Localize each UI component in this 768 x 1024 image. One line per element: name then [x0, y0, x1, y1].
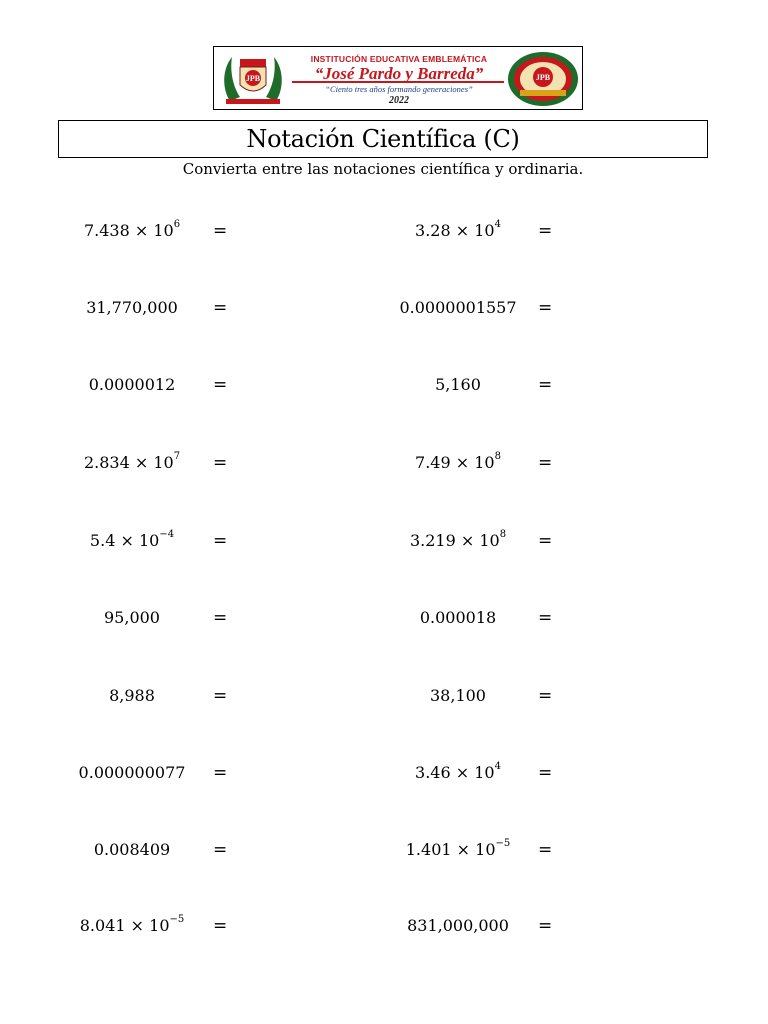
problem-right-5: [378, 526, 538, 556]
mantissa: 8.041 × 10: [79, 916, 170, 935]
problem-right-8: [378, 758, 538, 788]
worksheet-title-box: [58, 120, 708, 158]
exponent: 4: [494, 760, 501, 772]
school-crest-left-icon: [220, 51, 286, 107]
problem-right-4: [378, 448, 538, 478]
problem-right-1: [378, 216, 538, 246]
problem-left-1: [62, 216, 202, 246]
equals-sign: =: [213, 608, 228, 628]
equals-sign: =: [213, 916, 228, 936]
equals-sign: =: [213, 531, 228, 551]
problem-right-3: 5,160: [435, 375, 481, 394]
problem-left-6: 95,000: [104, 608, 160, 627]
problem-right-10: 831,000,000: [407, 916, 509, 935]
svg-text:JPB: JPB: [535, 73, 551, 82]
exponent: 6: [173, 218, 181, 230]
worksheet-instructions: Convierta entre las notaciones científica y ordinaria.: [182, 160, 584, 178]
mantissa: 2.834 × 10: [83, 453, 174, 472]
equals-sign: =: [538, 531, 553, 551]
problem-right-9: [378, 835, 538, 865]
problem-row: [0, 293, 768, 323]
equals-sign: =: [538, 453, 553, 473]
problem-left-2: 31,770,000: [86, 298, 178, 317]
equals-sign: =: [213, 375, 228, 395]
problem-row: [0, 911, 768, 941]
exponent: −5: [495, 837, 511, 849]
problem-left-9: 0.008409: [93, 840, 171, 859]
problem-left-7: 8,988: [109, 686, 155, 705]
equals-sign: =: [213, 298, 228, 318]
problem-row: [0, 526, 768, 556]
problem-row: [0, 216, 768, 246]
equals-sign: =: [538, 916, 553, 936]
equals-sign: =: [213, 453, 228, 473]
equals-sign: =: [213, 221, 228, 241]
equals-sign: =: [213, 763, 228, 783]
mantissa: 3.219 × 10: [409, 531, 500, 550]
problem-left-10: [62, 911, 202, 941]
mantissa: 5.4 × 10: [89, 531, 160, 550]
problem-row: [0, 835, 768, 865]
school-year: 2022: [389, 95, 409, 106]
mantissa: 3.46 × 10: [415, 763, 495, 782]
mantissa: 1.401 × 10: [405, 840, 496, 859]
school-banner: [213, 46, 583, 110]
exponent: 7: [173, 450, 181, 462]
equals-sign: =: [538, 375, 553, 395]
equals-sign: =: [213, 840, 228, 860]
equals-sign: =: [538, 686, 553, 706]
equals-sign: =: [538, 763, 553, 783]
mantissa: 7.49 × 10: [415, 453, 495, 472]
school-crest-right-icon: [506, 50, 580, 108]
school-motto: “Ciento tres años formando generaciones”: [325, 84, 473, 94]
mantissa: 3.28 × 10: [415, 221, 495, 240]
problem-row: [0, 448, 768, 478]
exponent: 8: [499, 528, 507, 540]
exponent: 8: [494, 450, 501, 462]
equals-sign: =: [213, 686, 228, 706]
problem-left-4: [62, 448, 202, 478]
equals-sign: =: [538, 840, 553, 860]
problem-left-5: [62, 526, 202, 556]
institution-line: INSTITUCIÓN EDUCATIVA EMBLEMÁTICA: [310, 54, 488, 64]
problem-row: [0, 681, 768, 711]
problem-row: [0, 758, 768, 788]
equals-sign: =: [538, 221, 553, 241]
worksheet-title: Notación Científica (C): [246, 125, 520, 153]
svg-text:JPB: JPB: [245, 74, 261, 83]
problem-right-2: 0.0000001557: [399, 298, 517, 317]
problem-left-8: 0.000000077: [78, 763, 186, 782]
exponent: −4: [159, 528, 175, 540]
problem-right-6: 0.000018: [419, 608, 497, 627]
equals-sign: =: [538, 608, 553, 628]
exponent: 4: [494, 218, 501, 230]
problem-row: [0, 370, 768, 400]
school-name: “José Pardo y Barreda”: [314, 64, 484, 83]
problem-right-7: 38,100: [430, 686, 486, 705]
equals-sign: =: [538, 298, 553, 318]
exponent: −5: [169, 913, 185, 925]
problem-left-3: 0.0000012: [88, 375, 176, 394]
problem-row: [0, 603, 768, 633]
mantissa: 7.438 × 10: [83, 221, 174, 240]
